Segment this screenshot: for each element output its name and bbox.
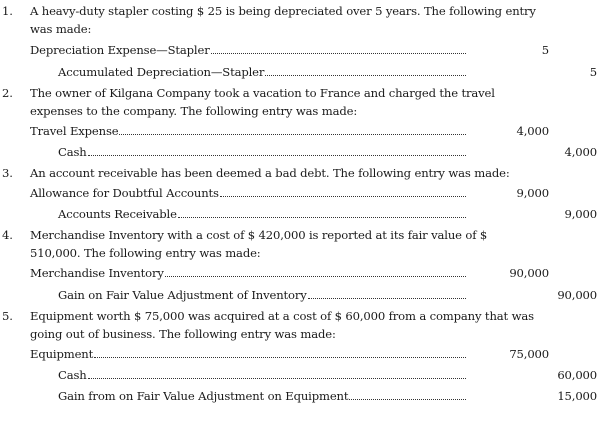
account-name: Gain from on Fair Value Adjustment on Equipment	[58, 389, 349, 403]
item-number: 2.	[2, 86, 13, 100]
account-name: Cash	[58, 368, 87, 382]
journal-entry-debit-line	[30, 346, 466, 362]
credit-amount: 4,000	[564, 145, 597, 159]
item-number: 3.	[2, 166, 13, 180]
account-name: Accumulated Depreciation—Stapler	[58, 65, 265, 79]
question-text-line: An account receivable has been deemed a bad debt. The following entry was made:	[30, 166, 510, 180]
account-name: Equipment	[30, 347, 94, 361]
credit-amount: 15,000	[557, 389, 597, 403]
question-text-line: going out of business. The following entry was made:	[30, 327, 336, 341]
journal-entry-credit-line	[58, 367, 466, 383]
item-number: 1.	[2, 4, 13, 18]
debit-amount: 4,000	[516, 124, 549, 138]
account-name: Accounts Receivable	[58, 207, 177, 221]
dotted-leader	[119, 133, 466, 135]
account-name: Merchandise Inventory	[30, 266, 164, 280]
dotted-leader	[88, 377, 466, 379]
credit-amount: 9,000	[564, 207, 597, 221]
account-name: Depreciation Expense—Stapler	[30, 43, 210, 57]
dotted-leader	[308, 297, 466, 299]
account-name: Cash	[58, 145, 87, 159]
credit-amount: 60,000	[557, 368, 597, 382]
question-text-line: Equipment worth $ 75,000 was acquired at a cost of $ 60,000 from a company that was	[30, 309, 534, 323]
account-name: Allowance for Doubtful Accounts	[30, 186, 219, 200]
journal-entry-credit-line	[58, 388, 466, 404]
dotted-leader	[94, 356, 466, 358]
journal-entry-debit-line	[30, 42, 466, 58]
account-name: Gain on Fair Value Adjustment of Inventory	[58, 288, 307, 302]
dotted-leader	[88, 154, 466, 156]
dotted-leader	[220, 195, 466, 197]
journal-entry-debit-line	[30, 185, 466, 201]
journal-entry-credit-line	[58, 206, 466, 222]
journal-entry-credit-line	[58, 144, 466, 160]
question-text-line: Merchandise Inventory with a cost of $ 420,000 is reported at its fair value of $	[30, 228, 488, 242]
question-text-line: The owner of Kilgana Company took a vacation to France and charged the travel	[30, 86, 495, 100]
journal-entry-credit-line	[58, 64, 466, 80]
debit-amount: 9,000	[516, 186, 549, 200]
debit-amount: 90,000	[509, 266, 549, 280]
dotted-leader	[211, 52, 466, 54]
question-text-line: was made:	[30, 22, 92, 36]
debit-amount: 5	[541, 43, 549, 57]
credit-amount: 5	[589, 65, 597, 79]
item-number: 4.	[2, 228, 13, 242]
dotted-leader	[178, 216, 466, 218]
journal-entry-credit-line	[58, 287, 466, 303]
debit-amount: 75,000	[509, 347, 549, 361]
account-name: Travel Expense	[30, 124, 119, 138]
question-text-line: expenses to the company. The following entry was made:	[30, 104, 358, 118]
journal-entry-debit-line	[30, 265, 466, 281]
question-text-line: A heavy-duty stapler costing $ 25 is being depreciated over 5 years. The following entry	[30, 4, 536, 18]
credit-amount: 90,000	[557, 288, 597, 302]
item-number: 5.	[2, 309, 13, 323]
dotted-leader	[265, 74, 466, 76]
question-text-line: 510,000. The following entry was made:	[30, 246, 261, 260]
dotted-leader	[349, 398, 466, 400]
journal-entry-debit-line	[30, 123, 466, 139]
dotted-leader	[165, 275, 466, 277]
